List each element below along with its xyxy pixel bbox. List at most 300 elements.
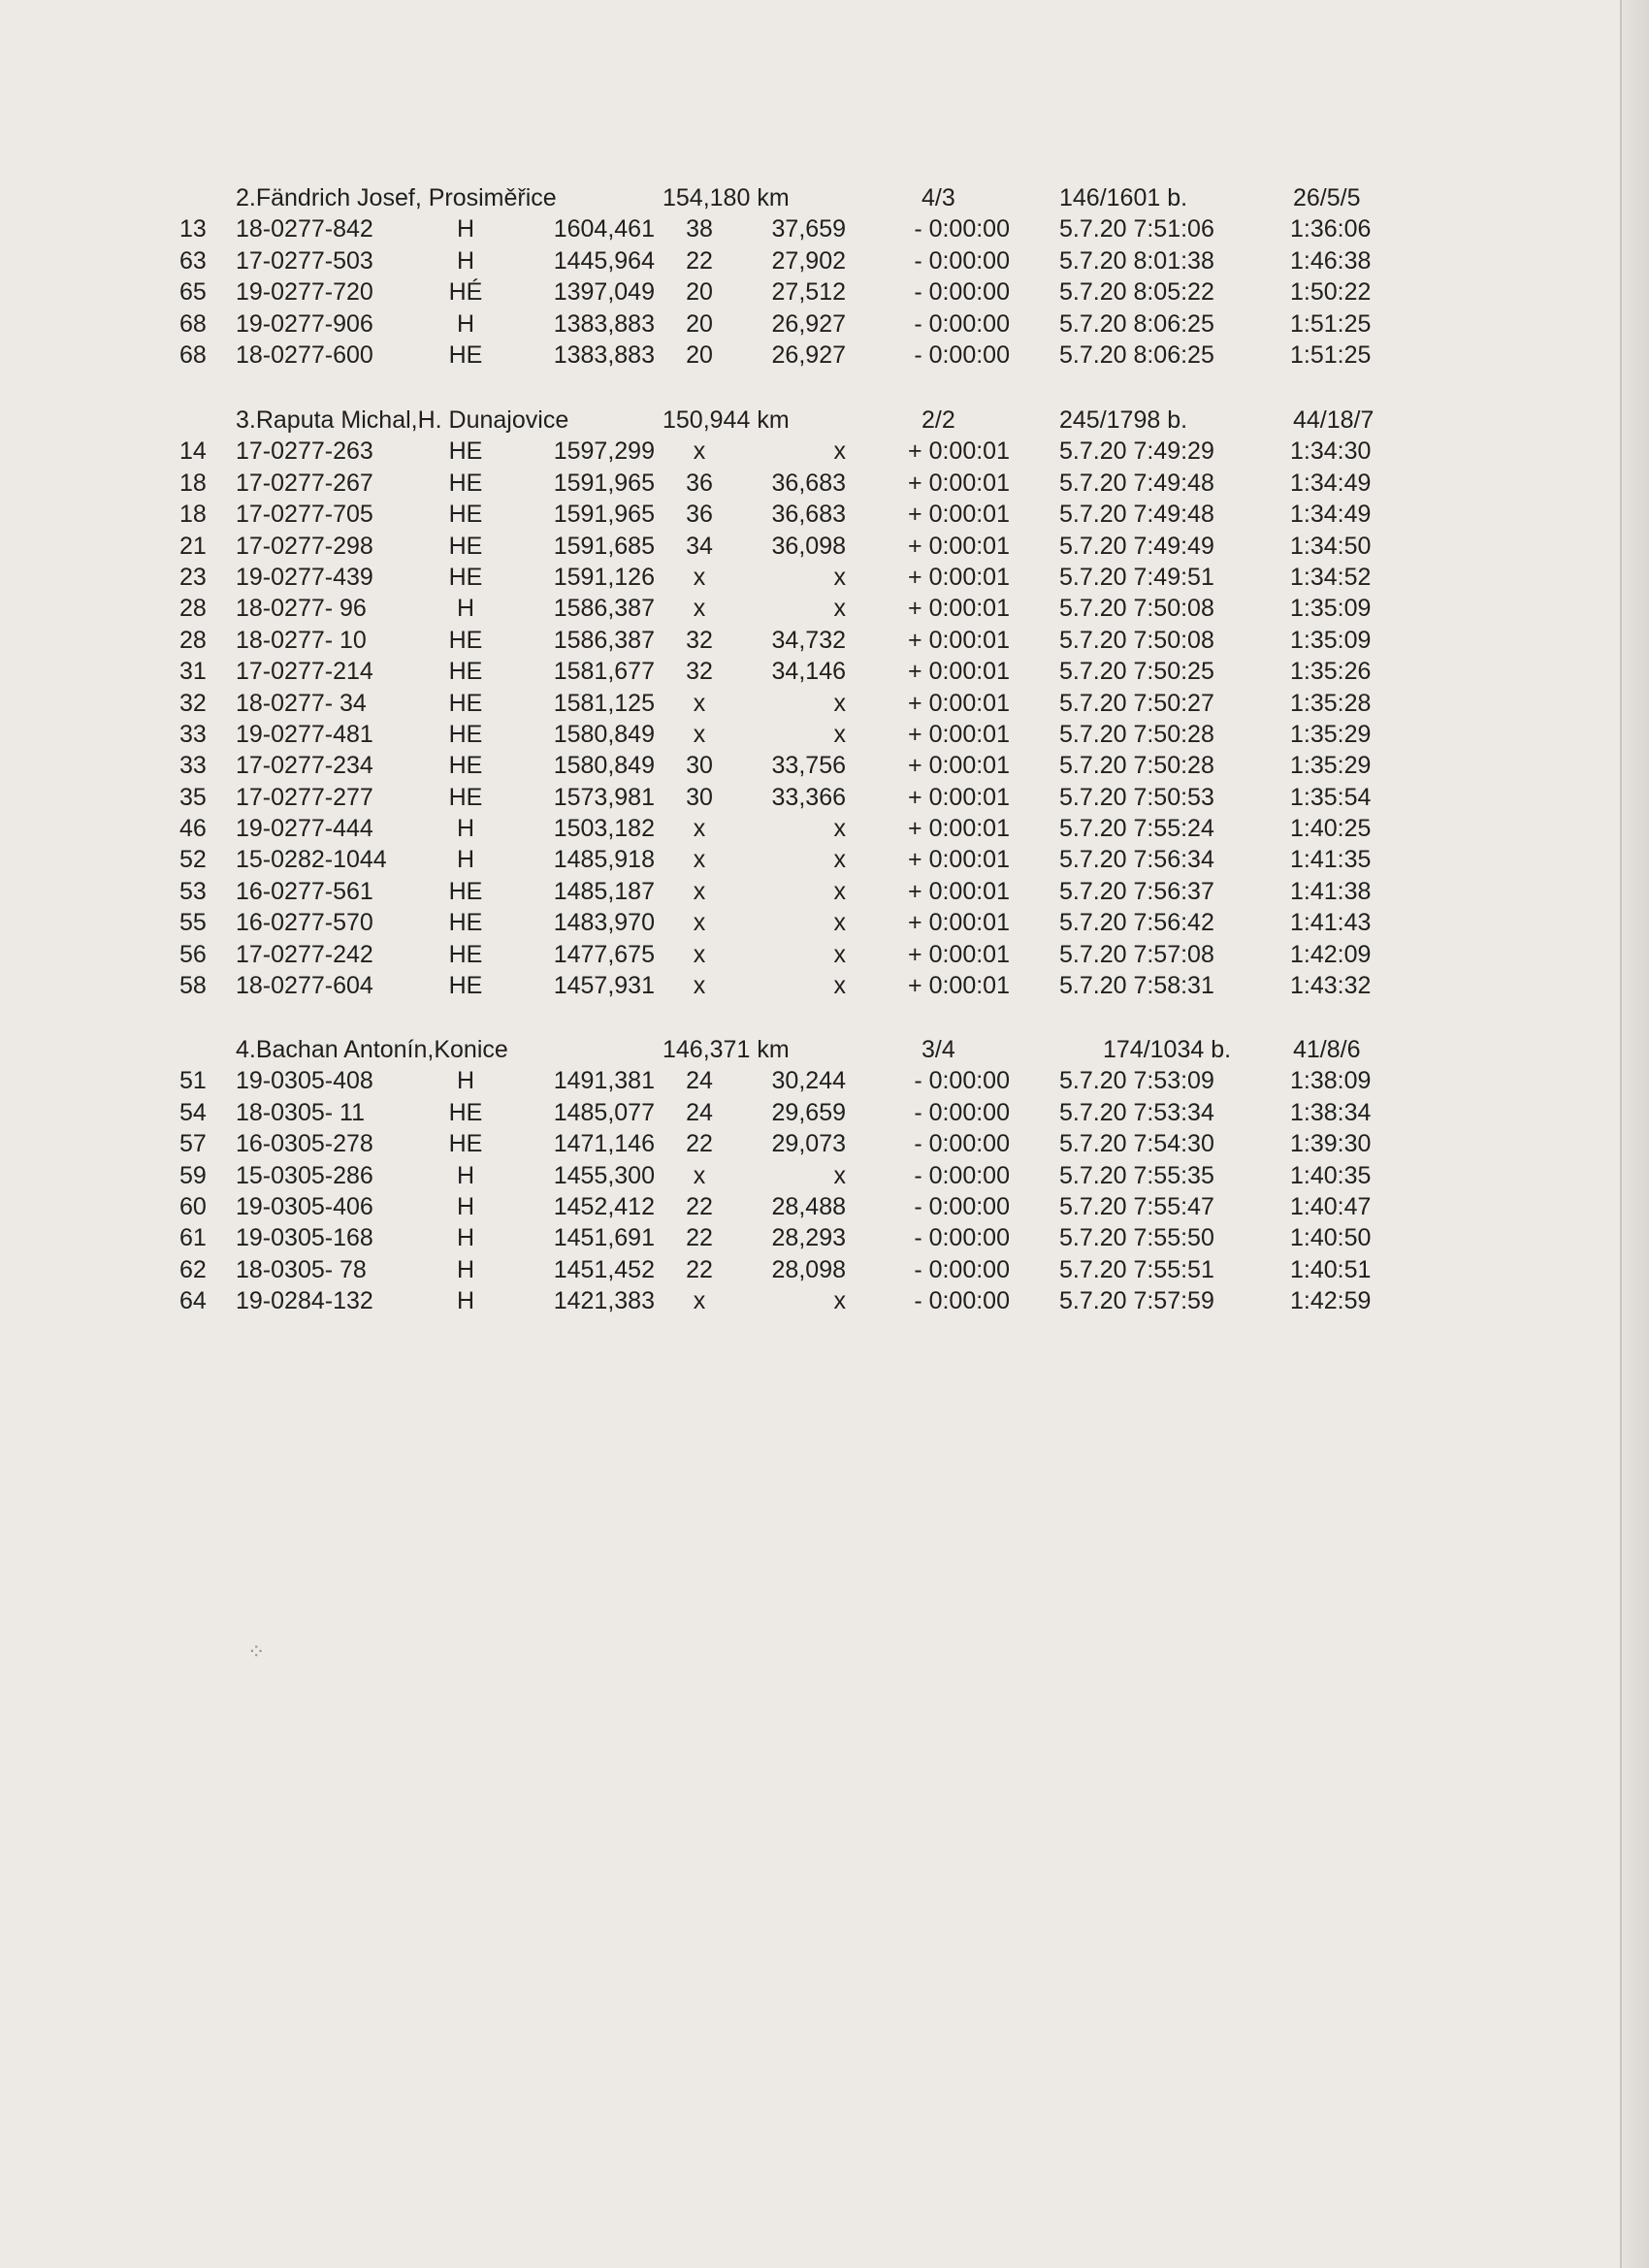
coefficient: 36,683 bbox=[771, 469, 846, 497]
result-row bbox=[0, 656, 1622, 687]
time-diff: + 0:00:01 bbox=[908, 532, 1010, 560]
distance: 150,944 km bbox=[663, 406, 790, 434]
arrival-time: 5.7.20 7:49:48 bbox=[1059, 469, 1214, 497]
distance: 146,371 km bbox=[663, 1036, 790, 1063]
speed: 1597,299 bbox=[553, 437, 655, 466]
section-raputa bbox=[0, 405, 1622, 1001]
points: x bbox=[693, 972, 706, 1000]
points: x bbox=[693, 1287, 706, 1315]
speed: 1421,383 bbox=[553, 1287, 655, 1315]
sex: HE bbox=[448, 940, 483, 968]
coefficient: x bbox=[833, 815, 846, 843]
section-header bbox=[0, 405, 1622, 436]
speed: 1591,685 bbox=[553, 532, 655, 560]
flight-time: 1:41:43 bbox=[1290, 909, 1372, 937]
arrival-time: 5.7.20 7:50:27 bbox=[1059, 689, 1214, 717]
rank: 33 bbox=[179, 720, 207, 748]
points: x bbox=[693, 1161, 706, 1189]
speed: 1485,918 bbox=[553, 846, 655, 874]
ring-number: 18-0277- 34 bbox=[236, 689, 367, 717]
flight-time: 1:41:35 bbox=[1290, 846, 1372, 874]
ring-number: 17-0277-242 bbox=[236, 940, 373, 968]
ring-number: 19-0277-720 bbox=[236, 278, 373, 307]
flight-time: 1:40:25 bbox=[1290, 815, 1372, 843]
ring-number: 19-0277-439 bbox=[236, 563, 373, 591]
coefficient: x bbox=[833, 909, 846, 937]
speed: 1580,849 bbox=[553, 720, 655, 748]
rank: 63 bbox=[179, 246, 207, 275]
flight-time: 1:51:25 bbox=[1290, 309, 1372, 338]
ring-number: 16-0277-570 bbox=[236, 909, 373, 937]
flight-time: 1:34:49 bbox=[1290, 469, 1372, 497]
points: x bbox=[693, 877, 706, 905]
speed: 1573,981 bbox=[553, 783, 655, 811]
points: 24 bbox=[686, 1098, 713, 1126]
sex: HE bbox=[448, 689, 483, 717]
speed: 1491,381 bbox=[553, 1067, 655, 1095]
coefficient: 27,902 bbox=[771, 246, 846, 275]
result-row bbox=[0, 813, 1622, 844]
sex: HE bbox=[448, 972, 483, 1000]
coefficient: x bbox=[833, 563, 846, 591]
sex: H bbox=[456, 1192, 475, 1220]
page-edge bbox=[1620, 0, 1649, 2268]
speed: 1455,300 bbox=[553, 1161, 655, 1189]
speed: 1471,146 bbox=[553, 1130, 655, 1158]
coefficient: x bbox=[833, 720, 846, 748]
points: 22 bbox=[686, 1255, 713, 1283]
ring-number: 17-0277-214 bbox=[236, 658, 373, 686]
ring-number: 17-0277-267 bbox=[236, 469, 373, 497]
coefficient: 36,683 bbox=[771, 501, 846, 529]
rank: 65 bbox=[179, 278, 207, 307]
time-diff: + 0:00:01 bbox=[908, 437, 1010, 466]
breeder-name: 4.Bachan Antonín,Konice bbox=[236, 1036, 508, 1063]
time-diff: + 0:00:01 bbox=[908, 626, 1010, 654]
ring-number: 19-0277-444 bbox=[236, 815, 373, 843]
rank: 31 bbox=[179, 658, 207, 686]
points: 36 bbox=[686, 501, 713, 529]
sex: HE bbox=[448, 658, 483, 686]
speed: 1581,125 bbox=[553, 689, 655, 717]
sex: HE bbox=[448, 877, 483, 905]
ring-number: 18-0277-604 bbox=[236, 972, 373, 1000]
arrival-time: 5.7.20 7:50:25 bbox=[1059, 658, 1214, 686]
sex: HE bbox=[448, 626, 483, 654]
result-row bbox=[0, 625, 1622, 656]
points: 245/1798 b. bbox=[1059, 406, 1188, 434]
sex: H bbox=[456, 215, 475, 243]
flight-time: 1:36:06 bbox=[1290, 215, 1372, 243]
sex: HE bbox=[448, 1130, 483, 1158]
arrival-time: 5.7.20 7:50:08 bbox=[1059, 595, 1214, 623]
sex: H bbox=[456, 1224, 475, 1252]
arrival-time: 5.7.20 7:50:53 bbox=[1059, 783, 1214, 811]
flight-time: 1:35:29 bbox=[1290, 752, 1372, 780]
ring-number: 15-0282-1044 bbox=[236, 846, 387, 874]
time-diff: + 0:00:01 bbox=[908, 595, 1010, 623]
result-row bbox=[0, 562, 1622, 593]
time-diff: + 0:00:01 bbox=[908, 909, 1010, 937]
result-row bbox=[0, 308, 1622, 340]
flight-time: 1:38:09 bbox=[1290, 1067, 1372, 1095]
points: 30 bbox=[686, 752, 713, 780]
time-diff: - 0:00:00 bbox=[914, 246, 1010, 275]
arrival-time: 5.7.20 7:49:49 bbox=[1059, 532, 1214, 560]
rank: 59 bbox=[179, 1161, 207, 1189]
sex: H bbox=[456, 815, 475, 843]
speed: 1485,187 bbox=[553, 877, 655, 905]
ring-number: 17-0277-234 bbox=[236, 752, 373, 780]
rank: 28 bbox=[179, 626, 207, 654]
flight-time: 1:50:22 bbox=[1290, 278, 1372, 307]
speed: 1452,412 bbox=[553, 1192, 655, 1220]
arrival-time: 5.7.20 7:50:28 bbox=[1059, 720, 1214, 748]
coefficient: 34,146 bbox=[771, 658, 846, 686]
result-rows bbox=[0, 1065, 1622, 1316]
time-diff: + 0:00:01 bbox=[908, 815, 1010, 843]
points: x bbox=[693, 595, 706, 623]
sex: HE bbox=[448, 720, 483, 748]
sex: H bbox=[456, 1067, 475, 1095]
points: 22 bbox=[686, 1224, 713, 1252]
ratio: 4/3 bbox=[922, 184, 955, 211]
result-row bbox=[0, 782, 1622, 813]
flight-time: 1:38:34 bbox=[1290, 1098, 1372, 1126]
rank: 33 bbox=[179, 752, 207, 780]
result-row bbox=[0, 1254, 1622, 1285]
rank: 32 bbox=[179, 689, 207, 717]
coefficient: 29,659 bbox=[771, 1098, 846, 1126]
points: 32 bbox=[686, 658, 713, 686]
flight-time: 1:40:51 bbox=[1290, 1255, 1372, 1283]
points: 36 bbox=[686, 469, 713, 497]
speed: 1485,077 bbox=[553, 1098, 655, 1126]
sex: H bbox=[456, 595, 475, 623]
rank: 68 bbox=[179, 309, 207, 338]
ring-number: 19-0305-408 bbox=[236, 1067, 373, 1095]
breeder-name: 2.Fändrich Josef, Prosiměřice bbox=[236, 184, 557, 211]
result-row bbox=[0, 1128, 1622, 1159]
points: 22 bbox=[686, 1192, 713, 1220]
sex: HE bbox=[448, 469, 483, 497]
sex: HE bbox=[448, 909, 483, 937]
time-diff: - 0:00:00 bbox=[914, 1192, 1010, 1220]
ring-number: 18-0277- 96 bbox=[236, 595, 367, 623]
result-row bbox=[0, 907, 1622, 938]
coefficient: 33,756 bbox=[771, 752, 846, 780]
coefficient: 26,927 bbox=[771, 309, 846, 338]
rank: 35 bbox=[179, 783, 207, 811]
sex: HE bbox=[448, 532, 483, 560]
sex: HE bbox=[448, 501, 483, 529]
points: 174/1034 b. bbox=[1103, 1036, 1232, 1063]
flight-time: 1:34:49 bbox=[1290, 501, 1372, 529]
ring-number: 16-0277-561 bbox=[236, 877, 373, 905]
result-row bbox=[0, 844, 1622, 875]
result-rows bbox=[0, 213, 1622, 371]
ratio: 2/2 bbox=[922, 406, 955, 434]
time-diff: - 0:00:00 bbox=[914, 1287, 1010, 1315]
ring-number: 17-0277-503 bbox=[236, 246, 373, 275]
arrival-time: 5.7.20 7:57:59 bbox=[1059, 1287, 1214, 1315]
speed: 1483,970 bbox=[553, 909, 655, 937]
rank: 14 bbox=[179, 437, 207, 466]
speed: 1445,964 bbox=[553, 246, 655, 275]
flight-time: 1:35:29 bbox=[1290, 720, 1372, 748]
points: x bbox=[693, 563, 706, 591]
result-row bbox=[0, 531, 1622, 562]
result-row bbox=[0, 436, 1622, 467]
speed: 1591,965 bbox=[553, 501, 655, 529]
coefficient: x bbox=[833, 940, 846, 968]
coefficient: 37,659 bbox=[771, 215, 846, 243]
time-diff: - 0:00:00 bbox=[914, 1161, 1010, 1189]
points: x bbox=[693, 720, 706, 748]
sex: HE bbox=[448, 340, 483, 369]
rank: 13 bbox=[179, 215, 207, 243]
speed: 1397,049 bbox=[553, 278, 655, 307]
section-bachan bbox=[0, 1034, 1622, 1317]
speed: 1591,965 bbox=[553, 469, 655, 497]
points: x bbox=[693, 909, 706, 937]
points: 22 bbox=[686, 1130, 713, 1158]
result-row bbox=[0, 1160, 1622, 1191]
coefficient: 28,488 bbox=[771, 1192, 846, 1220]
points: 20 bbox=[686, 309, 713, 338]
speed: 1383,883 bbox=[553, 309, 655, 338]
result-row bbox=[0, 468, 1622, 499]
sex: HÉ bbox=[448, 278, 483, 307]
section-header bbox=[0, 1034, 1622, 1065]
arrival-time: 5.7.20 7:49:51 bbox=[1059, 563, 1214, 591]
rank: 46 bbox=[179, 815, 207, 843]
result-row bbox=[0, 1065, 1622, 1096]
arrival-time: 5.7.20 7:50:08 bbox=[1059, 626, 1214, 654]
result-row bbox=[0, 719, 1622, 750]
time-diff: - 0:00:00 bbox=[914, 309, 1010, 338]
section-header bbox=[0, 182, 1622, 213]
time-diff: + 0:00:01 bbox=[908, 846, 1010, 874]
arrival-time: 5.7.20 8:06:25 bbox=[1059, 309, 1214, 338]
arrival-time: 5.7.20 7:51:06 bbox=[1059, 215, 1214, 243]
speed: 1451,691 bbox=[553, 1224, 655, 1252]
ring-number: 16-0305-278 bbox=[236, 1130, 373, 1158]
speed: 1604,461 bbox=[553, 215, 655, 243]
time-diff: - 0:00:00 bbox=[914, 215, 1010, 243]
result-row bbox=[0, 499, 1622, 530]
result-row bbox=[0, 939, 1622, 970]
coefficient: 26,927 bbox=[771, 340, 846, 369]
arrival-time: 5.7.20 7:49:29 bbox=[1059, 437, 1214, 466]
result-row bbox=[0, 876, 1622, 907]
arrival-time: 5.7.20 7:55:50 bbox=[1059, 1224, 1214, 1252]
flight-time: 1:34:30 bbox=[1290, 437, 1372, 466]
arrival-time: 5.7.20 8:05:22 bbox=[1059, 278, 1214, 307]
rank: 21 bbox=[179, 532, 207, 560]
coefficient: x bbox=[833, 437, 846, 466]
ring-number: 17-0277-705 bbox=[236, 501, 373, 529]
flight-time: 1:40:50 bbox=[1290, 1224, 1372, 1252]
rank: 54 bbox=[179, 1098, 207, 1126]
result-row bbox=[0, 276, 1622, 308]
arrival-time: 5.7.20 7:50:28 bbox=[1059, 752, 1214, 780]
coefficient: 34,732 bbox=[771, 626, 846, 654]
points: 24 bbox=[686, 1067, 713, 1095]
ring-number: 18-0277-600 bbox=[236, 340, 373, 369]
rank: 28 bbox=[179, 595, 207, 623]
result-row bbox=[0, 340, 1622, 371]
flight-time: 1:35:28 bbox=[1290, 689, 1372, 717]
sex: H bbox=[456, 1161, 475, 1189]
speed: 1383,883 bbox=[553, 340, 655, 369]
arrival-time: 5.7.20 7:55:24 bbox=[1059, 815, 1214, 843]
coefficient: 29,073 bbox=[771, 1130, 846, 1158]
flight-time: 1:35:26 bbox=[1290, 658, 1372, 686]
rank: 62 bbox=[179, 1255, 207, 1283]
flight-time: 1:40:35 bbox=[1290, 1161, 1372, 1189]
time-diff: + 0:00:01 bbox=[908, 877, 1010, 905]
arrival-time: 5.7.20 8:01:38 bbox=[1059, 246, 1214, 275]
coefficient: x bbox=[833, 972, 846, 1000]
flight-time: 1:40:47 bbox=[1290, 1192, 1372, 1220]
distance: 154,180 km bbox=[663, 184, 790, 211]
arrival-time: 5.7.20 7:56:37 bbox=[1059, 877, 1214, 905]
time-diff: + 0:00:01 bbox=[908, 720, 1010, 748]
speed: 1586,387 bbox=[553, 626, 655, 654]
time-diff: + 0:00:01 bbox=[908, 689, 1010, 717]
stats: 26/5/5 bbox=[1293, 184, 1361, 211]
coefficient: 30,244 bbox=[771, 1067, 846, 1095]
result-row bbox=[0, 750, 1622, 781]
speed: 1591,126 bbox=[553, 563, 655, 591]
flight-time: 1:35:09 bbox=[1290, 626, 1372, 654]
flight-time: 1:51:25 bbox=[1290, 340, 1372, 369]
ring-number: 19-0305-168 bbox=[236, 1224, 373, 1252]
coefficient: 28,293 bbox=[771, 1224, 846, 1252]
points: 38 bbox=[686, 215, 713, 243]
section-fandrich bbox=[0, 182, 1622, 371]
stats: 44/18/7 bbox=[1293, 406, 1374, 434]
paper-speck: ⁘ bbox=[247, 1639, 266, 1664]
coefficient: x bbox=[833, 1287, 846, 1315]
time-diff: + 0:00:01 bbox=[908, 563, 1010, 591]
rank: 57 bbox=[179, 1130, 207, 1158]
sex: H bbox=[456, 309, 475, 338]
time-diff: - 0:00:00 bbox=[914, 278, 1010, 307]
sex: H bbox=[456, 246, 475, 275]
coefficient: x bbox=[833, 846, 846, 874]
speed: 1503,182 bbox=[553, 815, 655, 843]
ring-number: 18-0277-842 bbox=[236, 215, 373, 243]
coefficient: 28,098 bbox=[771, 1255, 846, 1283]
time-diff: + 0:00:01 bbox=[908, 501, 1010, 529]
flight-time: 1:41:38 bbox=[1290, 877, 1372, 905]
rank: 60 bbox=[179, 1192, 207, 1220]
arrival-time: 5.7.20 7:55:35 bbox=[1059, 1161, 1214, 1189]
rank: 23 bbox=[179, 563, 207, 591]
points: x bbox=[693, 846, 706, 874]
sex: H bbox=[456, 1287, 475, 1315]
flight-time: 1:39:30 bbox=[1290, 1130, 1372, 1158]
ring-number: 17-0277-263 bbox=[236, 437, 373, 466]
sex: HE bbox=[448, 752, 483, 780]
time-diff: + 0:00:01 bbox=[908, 940, 1010, 968]
arrival-time: 5.7.20 7:53:34 bbox=[1059, 1098, 1214, 1126]
time-diff: + 0:00:01 bbox=[908, 469, 1010, 497]
flight-time: 1:42:59 bbox=[1290, 1287, 1372, 1315]
result-row bbox=[0, 688, 1622, 719]
coefficient: 33,366 bbox=[771, 783, 846, 811]
sex: HE bbox=[448, 563, 483, 591]
time-diff: + 0:00:01 bbox=[908, 783, 1010, 811]
arrival-time: 5.7.20 7:54:30 bbox=[1059, 1130, 1214, 1158]
sex: HE bbox=[448, 1098, 483, 1126]
flight-time: 1:34:50 bbox=[1290, 532, 1372, 560]
result-row bbox=[0, 970, 1622, 1001]
ring-number: 17-0277-277 bbox=[236, 783, 373, 811]
ring-number: 18-0305- 78 bbox=[236, 1255, 367, 1283]
sex: H bbox=[456, 846, 475, 874]
points: 22 bbox=[686, 246, 713, 275]
rank: 56 bbox=[179, 940, 207, 968]
arrival-time: 5.7.20 7:57:08 bbox=[1059, 940, 1214, 968]
points: 30 bbox=[686, 783, 713, 811]
ratio: 3/4 bbox=[922, 1036, 955, 1063]
ring-number: 19-0305-406 bbox=[236, 1192, 373, 1220]
breeder-name: 3.Raputa Michal,H. Dunajovice bbox=[236, 406, 569, 434]
speed: 1457,931 bbox=[553, 972, 655, 1000]
sex: HE bbox=[448, 783, 483, 811]
ring-number: 19-0284-132 bbox=[236, 1287, 373, 1315]
rank: 18 bbox=[179, 501, 207, 529]
sex: HE bbox=[448, 437, 483, 466]
ring-number: 17-0277-298 bbox=[236, 532, 373, 560]
time-diff: - 0:00:00 bbox=[914, 340, 1010, 369]
flight-time: 1:35:54 bbox=[1290, 783, 1372, 811]
result-row bbox=[0, 213, 1622, 244]
rank: 51 bbox=[179, 1067, 207, 1095]
points: 20 bbox=[686, 278, 713, 307]
coefficient: 27,512 bbox=[771, 278, 846, 307]
rank: 68 bbox=[179, 340, 207, 369]
arrival-time: 5.7.20 7:49:48 bbox=[1059, 501, 1214, 529]
ring-number: 18-0277- 10 bbox=[236, 626, 367, 654]
time-diff: + 0:00:01 bbox=[908, 658, 1010, 686]
result-row bbox=[0, 1222, 1622, 1253]
flight-time: 1:34:52 bbox=[1290, 563, 1372, 591]
time-diff: + 0:00:01 bbox=[908, 752, 1010, 780]
points: 146/1601 b. bbox=[1059, 184, 1188, 211]
result-row bbox=[0, 593, 1622, 624]
rank: 52 bbox=[179, 846, 207, 874]
speed: 1586,387 bbox=[553, 595, 655, 623]
coefficient: x bbox=[833, 689, 846, 717]
rank: 64 bbox=[179, 1287, 207, 1315]
points: 32 bbox=[686, 626, 713, 654]
coefficient: x bbox=[833, 877, 846, 905]
rank: 53 bbox=[179, 877, 207, 905]
result-rows bbox=[0, 436, 1622, 1001]
time-diff: - 0:00:00 bbox=[914, 1130, 1010, 1158]
result-row bbox=[0, 1191, 1622, 1222]
points: x bbox=[693, 689, 706, 717]
points: x bbox=[693, 437, 706, 466]
ring-number: 19-0277-481 bbox=[236, 720, 373, 748]
points: x bbox=[693, 940, 706, 968]
rank: 58 bbox=[179, 972, 207, 1000]
result-row bbox=[0, 245, 1622, 276]
